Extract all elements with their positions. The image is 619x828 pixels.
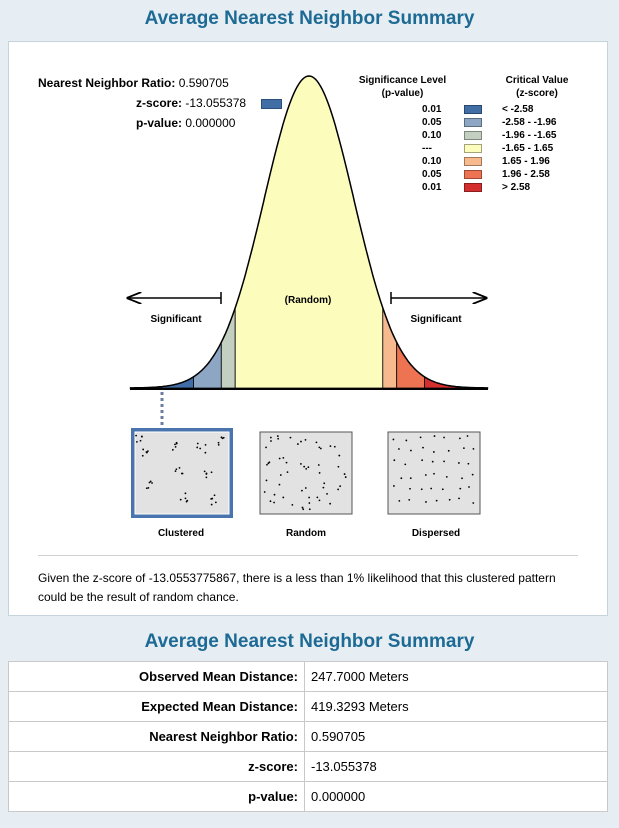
random-point (338, 455, 340, 457)
random-point (277, 435, 279, 437)
legend-crit-title: Critical Value (505, 75, 569, 86)
random-point (280, 474, 282, 476)
random-point (302, 507, 304, 509)
legend-range: -1.65 - 1.65 (502, 143, 554, 154)
pattern-label-random: Random (286, 528, 326, 539)
table-row (9, 722, 608, 752)
clustered-point (181, 473, 183, 475)
clustered-point (215, 501, 217, 503)
random-point (282, 457, 284, 459)
clustered-point (175, 468, 177, 470)
random-point (316, 496, 318, 498)
random-point (264, 491, 266, 493)
random-point (320, 448, 322, 450)
left-significant-label: Significant (150, 314, 202, 325)
dispersed-point (467, 435, 469, 437)
dispersed-point (434, 435, 436, 437)
legend-crit-sub: (z-score) (516, 88, 558, 99)
random-point (316, 441, 318, 443)
random-point (305, 439, 307, 441)
legend-range: 1.65 - 1.96 (502, 156, 550, 167)
clustered-point (136, 441, 138, 443)
random-point (326, 493, 328, 495)
random-point (318, 447, 320, 449)
dispersed-point (393, 459, 395, 461)
dispersed-point (425, 474, 427, 476)
random-point (291, 504, 293, 506)
dispersed-point (472, 474, 474, 476)
random-point (322, 487, 324, 489)
random-point (279, 484, 281, 486)
row-label: p-value: (9, 782, 305, 812)
legend-p: 0.01 (422, 104, 442, 115)
dispersed-point (472, 502, 474, 504)
curve-band-2 (221, 308, 235, 388)
random-point (267, 462, 269, 464)
dispersed-point (467, 463, 469, 465)
dispersed-point (442, 488, 444, 490)
random-point (307, 466, 309, 468)
dispersed-point (420, 436, 422, 438)
random-point (277, 438, 279, 440)
clustered-point (180, 499, 182, 501)
random-point (297, 443, 299, 445)
dispersed-point (443, 460, 445, 462)
clustered-point (210, 498, 212, 500)
random-point (270, 440, 272, 442)
random-point (300, 463, 302, 465)
dispersed-point (430, 488, 432, 490)
table-row (9, 662, 608, 692)
clustered-point (205, 476, 207, 478)
clustered-point (199, 448, 201, 450)
random-point (274, 494, 276, 496)
clustered-point (197, 443, 199, 445)
curve-band-3 (235, 76, 383, 388)
random-point (339, 485, 341, 487)
random-point (286, 462, 288, 464)
clustered-point (204, 470, 206, 472)
random-point (270, 437, 272, 439)
z-value: -13.055378 (185, 96, 247, 110)
dispersed-point (436, 500, 438, 502)
random-point (334, 446, 336, 448)
clustered-point (140, 440, 142, 442)
random-point (308, 497, 310, 499)
dispersed-point (468, 486, 470, 488)
clustered-point (135, 435, 137, 437)
clustered-point (211, 471, 213, 473)
legend-p: --- (422, 143, 432, 154)
dispersed-point (473, 448, 475, 450)
legend-range: < -2.58 (502, 104, 534, 115)
clustered-point (151, 482, 153, 484)
legend-range: > 2.58 (502, 182, 531, 193)
clustered-point (142, 455, 144, 457)
random-point (305, 468, 307, 470)
row-value: 419.3293 Meters (305, 692, 608, 722)
clustered-point (175, 446, 177, 448)
dispersed-point (461, 477, 463, 479)
p-value: 0.000000 (185, 116, 236, 130)
clustered-point (175, 470, 177, 472)
random-point (309, 508, 311, 510)
dispersed-point (409, 488, 411, 490)
legend-range: 1.96 - 2.58 (502, 169, 550, 180)
legend-range: -2.58 - -1.96 (502, 117, 557, 128)
page-title: Average Nearest Neighbor Summary (144, 8, 475, 29)
clustered-point (176, 443, 178, 445)
clustered-point (146, 487, 148, 489)
dispersed-point (421, 488, 423, 490)
clustered-point (222, 437, 224, 439)
table-row (9, 752, 608, 782)
right-significant-label: Significant (410, 314, 462, 325)
clustered-point (196, 447, 198, 449)
dispersed-point (410, 477, 412, 479)
legend-sig-title: Significance Level (358, 75, 447, 86)
clustered-point (218, 444, 220, 446)
random-point (345, 476, 347, 478)
dispersed-point (449, 499, 451, 501)
random-label: (Random) (284, 295, 332, 306)
clustered-point (142, 449, 144, 451)
clustered-point (204, 452, 206, 454)
ratio-label: Nearest Neighbor Ratio: (38, 76, 176, 90)
random-point (301, 490, 303, 492)
dispersed-point (432, 461, 434, 463)
row-label: Nearest Neighbor Ratio: (9, 722, 305, 752)
legend-p: 0.10 (422, 130, 442, 141)
row-value: 0.590705 (305, 722, 608, 752)
dispersed-point (448, 450, 450, 452)
random-point (330, 445, 332, 447)
summary-table-title: Average Nearest Neighbor Summary (144, 631, 475, 652)
random-point (323, 482, 325, 484)
dispersed-point (433, 473, 435, 475)
row-label: Observed Mean Distance: (9, 662, 305, 692)
clustered-point (172, 449, 174, 451)
clustered-point (185, 498, 187, 500)
legend-range: -1.96 - -1.65 (502, 130, 557, 141)
table-row (9, 692, 608, 722)
clustered-point (147, 487, 149, 489)
random-point (302, 508, 304, 510)
legend-p: 0.01 (422, 182, 442, 193)
random-point (300, 441, 302, 443)
pattern-label-clustered: Clustered (157, 528, 205, 539)
random-point (266, 480, 268, 482)
p-label: p-value: (136, 116, 183, 130)
dispersed-point (459, 488, 461, 490)
dispersed-point (443, 437, 445, 439)
clustered-point (206, 472, 208, 474)
dispersed-point (393, 485, 395, 487)
dispersed-point (405, 440, 407, 442)
random-point (303, 466, 305, 468)
clustered-point (218, 442, 220, 444)
pattern-label-dispersed: Dispersed (411, 528, 461, 539)
clustered-point (185, 492, 187, 494)
row-value: 247.7000 Meters (305, 662, 608, 692)
dispersed-point (459, 438, 461, 440)
table-row (9, 782, 608, 812)
clustered-point (147, 450, 149, 452)
random-point (318, 464, 320, 466)
legend-p: 0.10 (422, 156, 442, 167)
random-point (344, 473, 346, 475)
random-point (329, 503, 331, 505)
divider (38, 555, 578, 556)
dispersed-point (422, 447, 424, 449)
random-point (308, 502, 310, 504)
random-point (270, 500, 272, 502)
curve-band-4 (383, 308, 397, 388)
random-point (279, 458, 281, 460)
legend-p: 0.05 (422, 117, 442, 128)
dispersed-point (446, 476, 448, 478)
dispersed-point (410, 450, 412, 452)
dispersed-point (398, 500, 400, 502)
summary-table (8, 661, 608, 812)
random-point (282, 497, 284, 499)
dispersed-point (458, 462, 460, 464)
dispersed-point (398, 448, 400, 450)
row-label: Expected Mean Distance: (9, 692, 305, 722)
dispersed-point (408, 499, 410, 501)
clustered-point (205, 444, 207, 446)
random-point (338, 466, 340, 468)
dispersed-point (421, 459, 423, 461)
random-point (273, 502, 275, 504)
row-value: -13.055378 (305, 752, 608, 782)
clustered-point (186, 500, 188, 502)
ratio-value: 0.590705 (178, 76, 229, 90)
random-point (266, 464, 268, 466)
clustered-point (141, 436, 143, 438)
dispersed-point (404, 463, 406, 465)
conclusion-text: Given the z-score of -13.0553775867, there is a less than 1% likelihood that this clustered pattern could be the result of random chance. (38, 571, 556, 604)
random-point (337, 489, 339, 491)
dispersed-point (433, 451, 435, 453)
random-point (287, 471, 289, 473)
clustered-point (179, 467, 181, 469)
clustered-point (174, 443, 176, 445)
row-value: 0.000000 (305, 782, 608, 812)
legend-p: 0.05 (422, 169, 442, 180)
dispersed-point (463, 447, 465, 449)
dispersed-point (400, 477, 402, 479)
random-point (290, 437, 292, 439)
dispersed-point (458, 497, 460, 499)
legend-sig-sub: (p-value) (381, 88, 424, 99)
row-label: z-score: (9, 752, 305, 782)
dispersed-point (425, 501, 427, 503)
clustered-point (150, 480, 152, 482)
random-point (319, 472, 321, 474)
random-point (319, 499, 321, 501)
z-label: z-score: (136, 96, 183, 110)
clustered-point (214, 494, 216, 496)
clustered-point (211, 504, 213, 506)
dispersed-point (392, 439, 394, 441)
random-point (305, 487, 307, 489)
random-point (265, 447, 267, 449)
